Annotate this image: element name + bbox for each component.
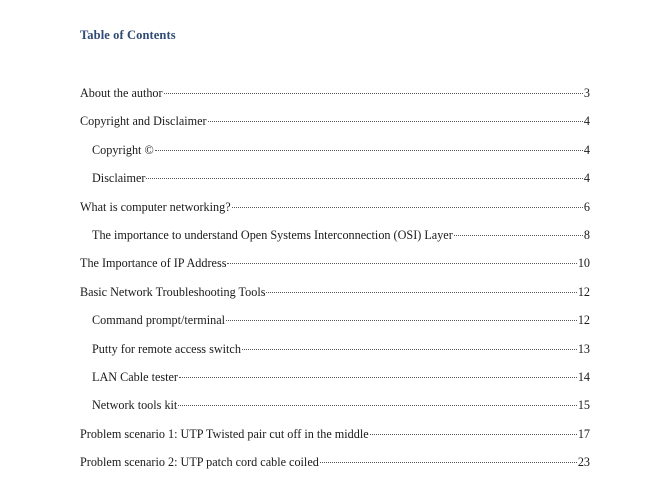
dot-leader xyxy=(370,434,577,435)
toc-entry[interactable] xyxy=(80,85,590,113)
toc-entry-page-number: 15 xyxy=(577,398,590,413)
toc-entry-title[interactable]: About the author xyxy=(80,86,163,100)
toc-entry-page-number: 14 xyxy=(577,369,590,384)
toc-entry[interactable] xyxy=(80,397,590,425)
toc-entry-page-number: 12 xyxy=(577,284,590,299)
toc-entry[interactable] xyxy=(80,227,590,255)
toc-entry-title[interactable]: Command prompt/terminal xyxy=(92,313,226,328)
dot-leader xyxy=(226,320,577,321)
toc-entry-page-number: 13 xyxy=(577,341,590,356)
toc-entry[interactable] xyxy=(80,369,590,397)
toc-entry-title[interactable]: Putty for remote access switch xyxy=(92,341,241,356)
toc-heading: Table of Contents xyxy=(80,28,176,42)
toc-entry-page-number: 4 xyxy=(583,142,590,157)
dot-leader xyxy=(208,121,583,122)
dot-leader xyxy=(146,178,582,179)
dot-leader xyxy=(320,462,577,463)
toc-entry-title[interactable]: Network tools kit xyxy=(92,398,178,413)
toc-entry[interactable] xyxy=(80,284,590,312)
toc-entry-title[interactable]: Copyright © xyxy=(92,142,154,157)
dot-leader xyxy=(266,292,576,293)
dot-leader xyxy=(179,377,577,378)
toc-entry-title[interactable]: Basic Network Troubleshooting Tools xyxy=(80,284,266,299)
toc-entry-title[interactable]: Problem scenario 2: UTP patch cord cable coiled xyxy=(80,455,319,470)
toc-entry-title[interactable]: Copyright and Disclaimer xyxy=(80,114,207,129)
toc-entry-title[interactable]: LAN Cable tester xyxy=(92,369,178,384)
toc-entry[interactable] xyxy=(80,199,590,227)
toc-entry[interactable] xyxy=(80,142,590,170)
toc-entry-title[interactable]: Problem scenario 1: UTP Twisted pair cut off in the middle xyxy=(80,426,369,441)
toc-entry-page-number: 23 xyxy=(577,455,590,470)
toc-entry-page-number: 4 xyxy=(583,114,590,129)
toc-entry[interactable] xyxy=(80,113,590,141)
toc-entry-page-number: 12 xyxy=(577,313,590,328)
toc-entry-title[interactable]: What is computer networking? xyxy=(80,199,231,214)
dot-leader xyxy=(227,263,576,264)
toc-entry-title[interactable]: Disclaimer xyxy=(92,171,146,186)
toc-entry[interactable] xyxy=(80,454,590,482)
toc-entry[interactable] xyxy=(80,312,590,340)
toc-entry-page-number: 17 xyxy=(577,426,590,441)
dot-leader xyxy=(164,93,583,94)
toc-entry-page-number: 8 xyxy=(583,227,590,242)
dot-leader xyxy=(454,235,583,236)
dot-leader xyxy=(232,207,583,208)
dot-leader xyxy=(155,150,583,151)
toc-entry-title[interactable]: The Importance of IP Address xyxy=(80,256,227,271)
toc-entry-page-number: 3 xyxy=(583,86,590,100)
dot-leader xyxy=(178,405,577,406)
toc-entry[interactable] xyxy=(80,426,590,454)
toc-entry-title[interactable]: The importance to understand Open Systems Interconnection (OSI) Layer xyxy=(92,227,453,242)
toc-entry[interactable] xyxy=(80,255,590,283)
toc-entry-page-number: 4 xyxy=(583,171,590,186)
toc-list xyxy=(80,85,590,482)
toc-entry-page-number: 6 xyxy=(583,199,590,214)
toc-entry[interactable] xyxy=(80,341,590,369)
toc-entry-page-number: 10 xyxy=(577,256,590,271)
dot-leader xyxy=(242,349,577,350)
toc-entry[interactable] xyxy=(80,170,590,198)
